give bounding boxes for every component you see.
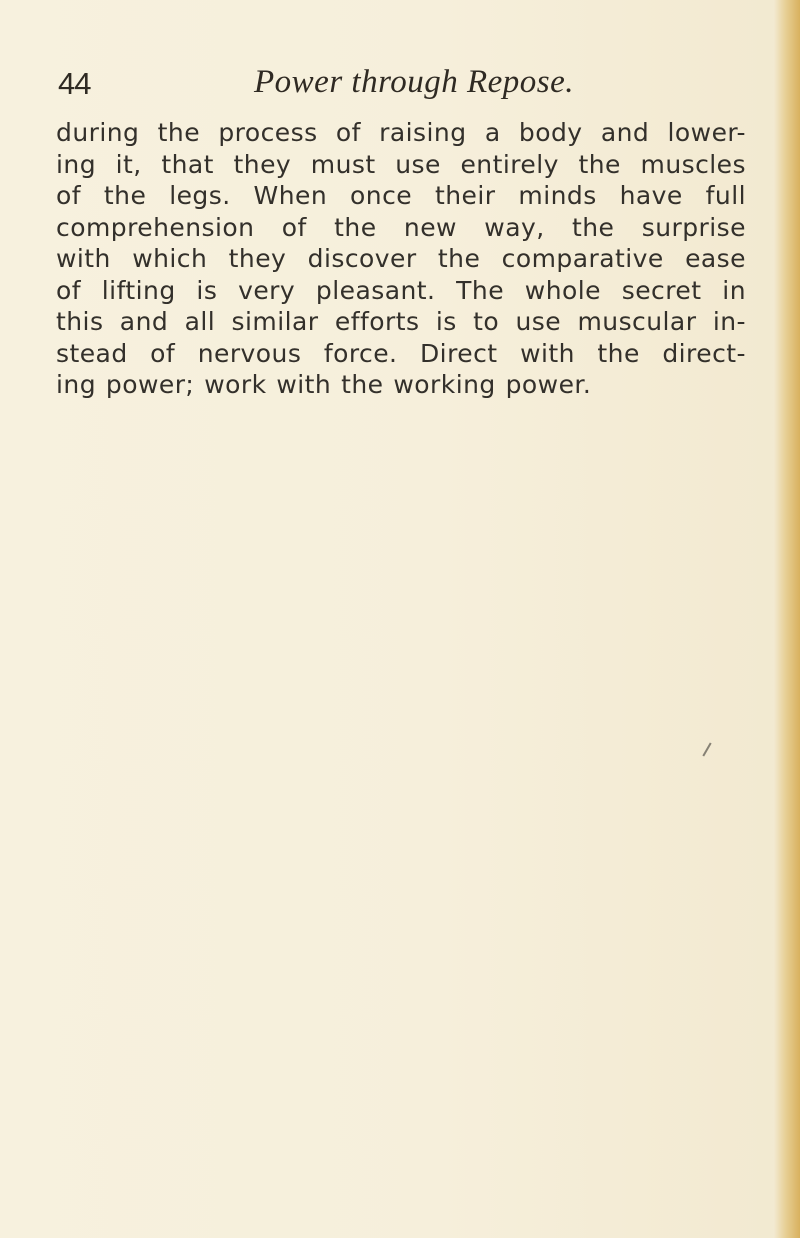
ink-speck: [702, 743, 711, 757]
running-head: Power through Repose.: [254, 64, 574, 100]
text-line: during the process of raising a body and lower-: [56, 118, 746, 147]
page-number: 44: [58, 66, 91, 101]
text-line: with which they discover the comparative ease: [56, 244, 746, 273]
text-line: this and all similar efforts is to use muscular in-: [56, 307, 746, 336]
text-line: stead of nervous force. Direct with the direct-: [56, 338, 746, 368]
page-edge-tint: [774, 0, 800, 1238]
text-line: of lifting is very pleasant. The whole secret in: [56, 275, 746, 305]
body-text: [56, 117, 746, 401]
text-line: of the legs. When once their minds have full: [56, 181, 746, 210]
page-header: [58, 66, 618, 100]
text-line: ing it, that they must use entirely the muscles: [56, 149, 746, 179]
text-line: ing power; work with the working power.: [56, 370, 592, 399]
text-line: comprehension of the new way, the surprise: [56, 212, 746, 242]
